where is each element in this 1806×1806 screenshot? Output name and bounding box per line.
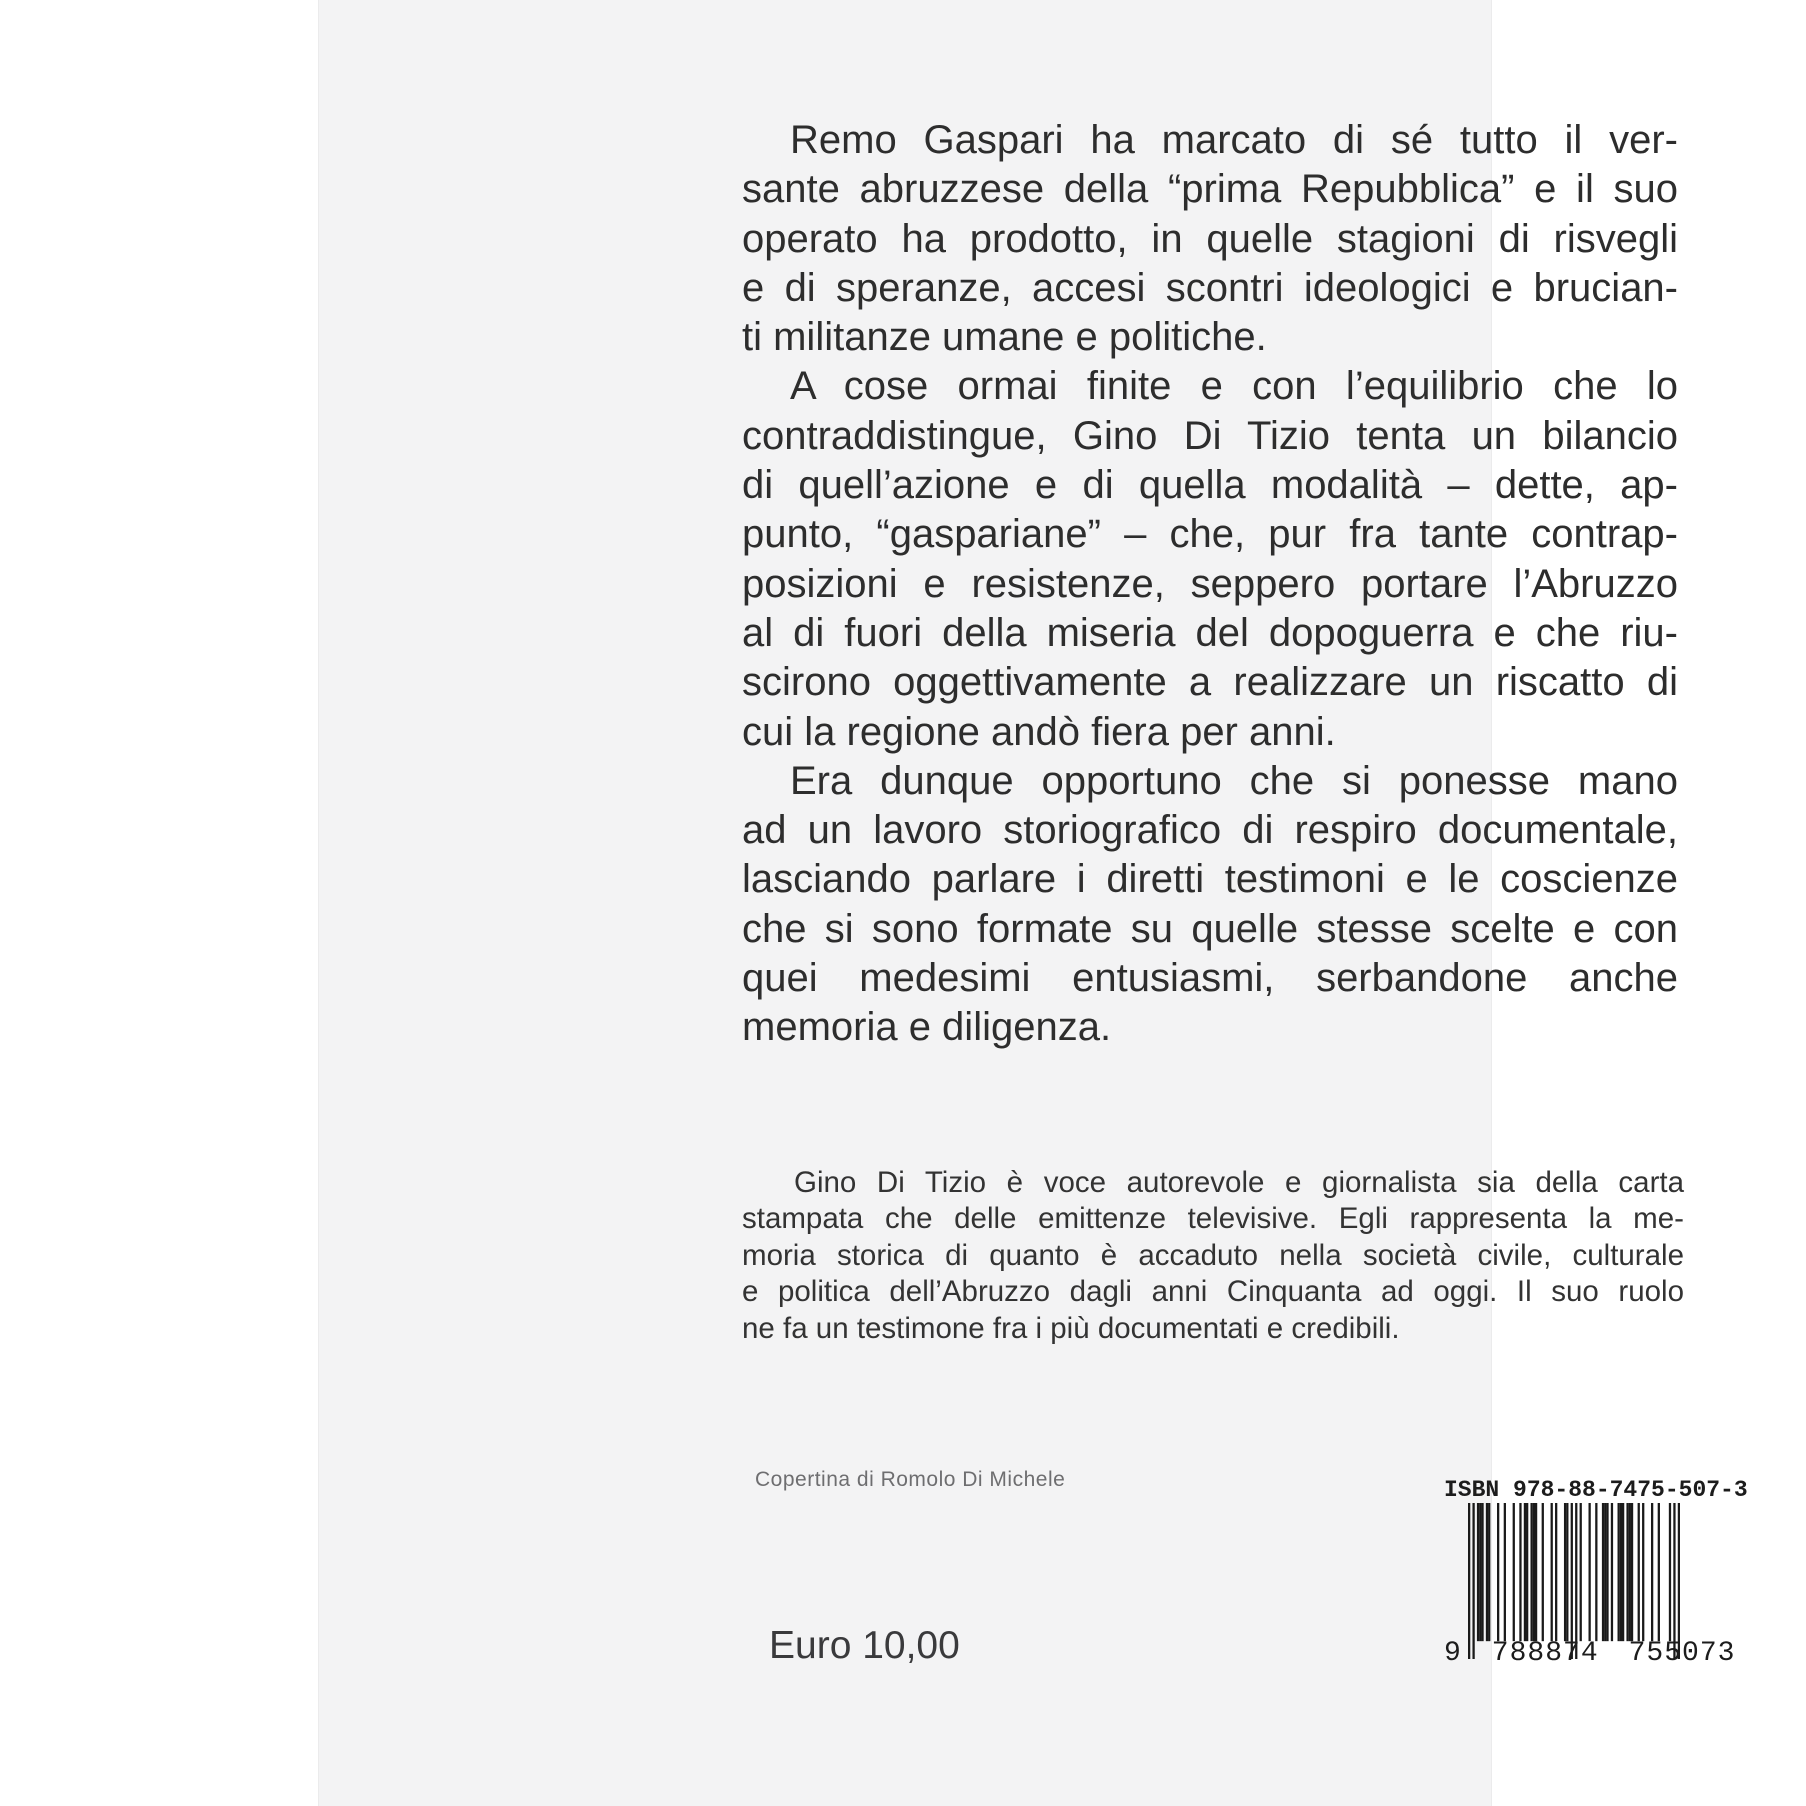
text-line: lasciando parlare i diretti testimoni e le coscienze — [742, 857, 1678, 902]
text-line: e politica dell’Abruzzo dagli anni Cinquanta ad oggi. Il suo ruolo — [742, 1275, 1684, 1309]
text-line: Remo Gaspari ha marcato di sé tutto il ver- — [790, 118, 1678, 162]
book-back-cover — [318, 0, 1748, 1806]
text-line: Gino Di Tizio è voce autorevole e giornalista sia della carta — [794, 1166, 1684, 1199]
text-line: ne fa un testimone fra i più documentati e credibili. — [742, 1311, 1400, 1345]
text-line: scirono oggettivamente a realizzare un riscatto di — [742, 660, 1678, 705]
text-line: moria storica di quanto è accaduto nella società civile, culturale — [742, 1238, 1684, 1272]
text-line: ti militanze umane e politiche. — [742, 315, 1267, 360]
text-line: memoria e diligenza. — [742, 1005, 1112, 1050]
text-line: ad un lavoro storiografico di respiro documentale, — [742, 808, 1678, 853]
text-line: posizioni e resistenze, seppero portare l’Abruzzo — [742, 561, 1678, 606]
text-line: e di speranze, accesi scontri ideologici e brucian- — [742, 265, 1678, 310]
author-bio-text — [742, 1165, 1684, 1347]
cover-credit: Copertina di Romolo Di Michele — [755, 1468, 1066, 1491]
barcode-digits: 9 788874 755073 — [1444, 1638, 1736, 1669]
text-line: di quell’azione e di quella modalità – dette, ap- — [742, 463, 1678, 508]
text-line: cui la regione andò fiera per anni. — [742, 709, 1336, 754]
text-line: quei medesimi entusiasmi, serbandone anche — [742, 956, 1678, 1001]
isbn-label: ISBN 978-88-7475-507-3 — [1444, 1477, 1748, 1503]
text-line: operato ha prodotto, in quelle stagioni di risvegli — [742, 216, 1678, 261]
text-line: stampata che delle emittenze televisive. Egli rappresenta la me- — [742, 1202, 1684, 1236]
synopsis-text — [742, 116, 1678, 1053]
text-line: Era dunque opportuno che si ponesse mano — [790, 758, 1678, 803]
price-label: Euro 10,00 — [769, 1624, 960, 1667]
text-line: contraddistingue, Gino Di Tizio tenta un bilancio — [742, 413, 1678, 458]
text-line: che si sono formate su quelle stesse scelte e con — [742, 906, 1678, 951]
ean13-barcode — [1468, 1503, 1680, 1659]
text-line: punto, “gaspariane” – che, pur fra tante contrap- — [742, 512, 1678, 557]
text-line: sante abruzzese della “prima Repubblica” e il suo — [742, 167, 1678, 212]
text-line: A cose ormai finite e con l’equilibrio che lo — [790, 364, 1678, 409]
text-line: al di fuori della miseria del dopoguerra e che riu- — [742, 610, 1678, 655]
